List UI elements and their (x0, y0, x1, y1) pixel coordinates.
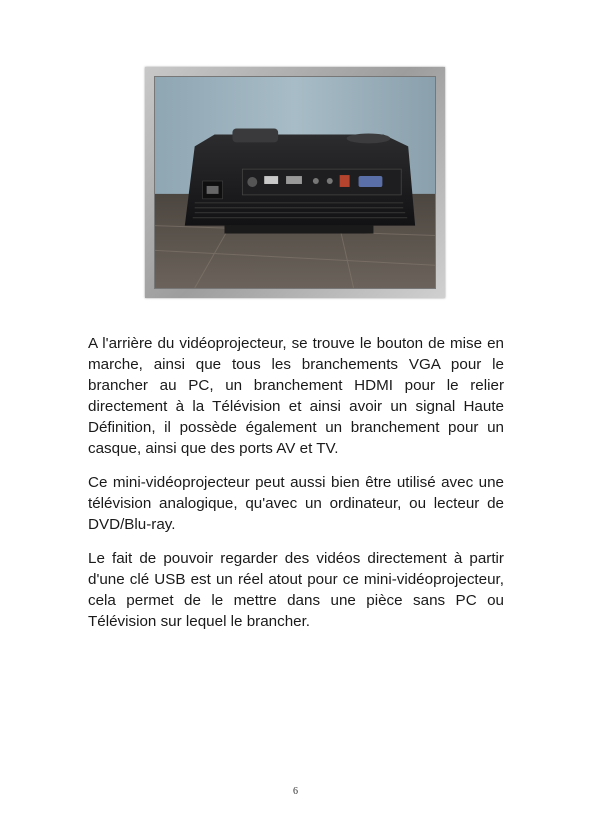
body-text (88, 333, 504, 645)
paragraph-usb-playback: Le fait de pouvoir regarder des vidéos directement à partir d'une clé USB est un réel atout pour ce mini-vidéoprojecteur, cela permet de le mettre dans une pièce sans PC ou Télévision sur lequel le brancher. (88, 550, 504, 630)
paragraph-rear-connections: A l'arrière du vidéoprojecteur, se trouve le bouton de mise en marche, ainsi que tous les branchements VGA pour le brancher au PC, un branchement HDMI pour le relier directement à la Télévision et ainsi avoir un signal Haute Définition, il possède également un branchement pour un casque, ainsi que des ports AV et TV. (88, 335, 504, 457)
paragraph-compatibility: Ce mini-vidéoprojecteur peut aussi bien être utilisé avec une télévision analogique, qu'avec un ordinateur, ou lecteur de DVD/Blu-ray. (88, 474, 504, 533)
page-number: 6 (293, 786, 298, 797)
projector-photo-frame (145, 67, 445, 298)
projector-photo (154, 76, 436, 289)
